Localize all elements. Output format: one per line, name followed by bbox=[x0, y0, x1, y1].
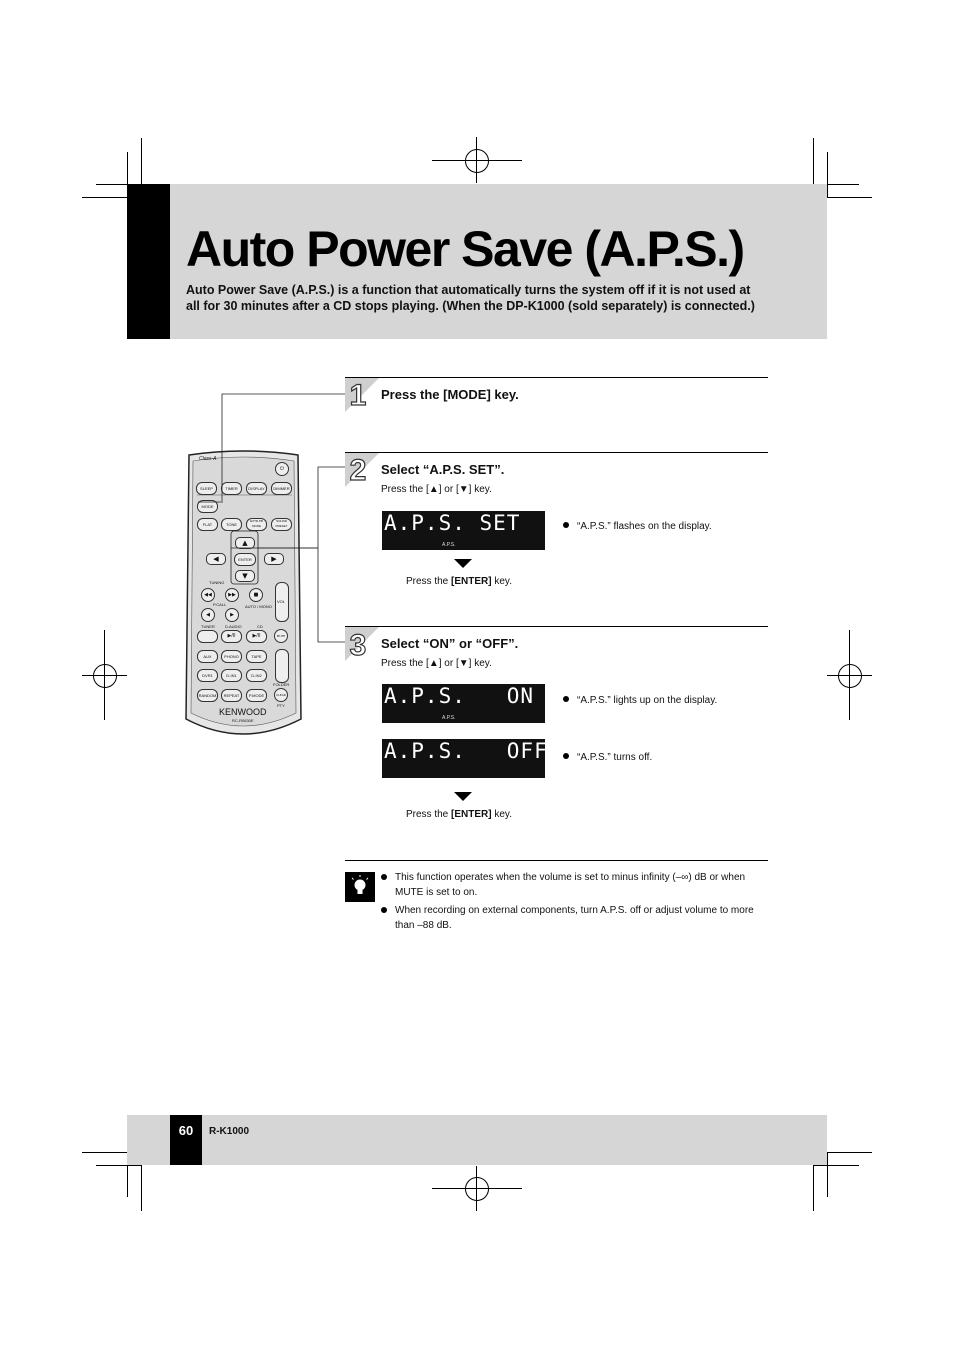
lcd-sub-text: A.P.S. bbox=[442, 542, 456, 548]
auto-mono-label: AUTO / MONO bbox=[245, 604, 272, 609]
enter-prefix: Press the bbox=[406, 809, 452, 820]
timer-button[interactable]: TIMER bbox=[221, 482, 242, 495]
press-instruction bbox=[381, 484, 492, 495]
step-divider bbox=[345, 377, 768, 378]
press-prefix: Press the [ bbox=[381, 484, 429, 495]
step-divider bbox=[345, 452, 768, 453]
step-number: 2 bbox=[349, 454, 367, 487]
enter-suffix: key. bbox=[491, 576, 512, 587]
enter-instruction bbox=[406, 809, 512, 820]
press-mid: ] or [ bbox=[438, 484, 459, 495]
mute-button[interactable]: MUTE bbox=[274, 629, 288, 643]
left-arrow-icon[interactable]: ◀ bbox=[206, 553, 226, 565]
din1-button[interactable]: D-IN1 bbox=[221, 669, 242, 682]
step-number: 1 bbox=[349, 379, 367, 412]
bullet-icon bbox=[381, 907, 387, 913]
step-number: 3 bbox=[349, 629, 367, 662]
lcd-display bbox=[382, 684, 545, 723]
enter-key: [ENTER] bbox=[451, 809, 492, 820]
power-icon[interactable]: ⏻ bbox=[275, 462, 289, 476]
enter-suffix: key. bbox=[491, 809, 512, 820]
page-number: 60 bbox=[178, 1123, 194, 1138]
down-triangle-icon bbox=[454, 792, 472, 801]
daudio-label: D.AUDIO bbox=[225, 624, 242, 629]
tuning-label: TUNING bbox=[209, 580, 225, 585]
rewind-icon[interactable]: ◀◀ bbox=[201, 588, 215, 602]
sleep-button[interactable]: SLEEP bbox=[196, 482, 217, 495]
display-note bbox=[563, 695, 717, 706]
pcall-label: P.CALL bbox=[213, 602, 227, 607]
lightbulb-icon bbox=[345, 872, 375, 902]
down-key-icon: ▼ bbox=[458, 658, 469, 669]
remote-model: RC-R0830E bbox=[232, 718, 254, 723]
press-suffix: ] key. bbox=[468, 658, 492, 669]
display-note-text: “A.P.S.” lights up on the display. bbox=[577, 695, 718, 706]
note-text: When recording on external components, turn A.P.S. off or adjust volume to more than –88 dB. bbox=[395, 905, 754, 931]
lcd-main-text: A.P.S. OFF bbox=[384, 739, 548, 763]
down-triangle-icon bbox=[454, 559, 472, 568]
lcd-main-text: A.P.S. ON bbox=[384, 684, 535, 708]
repeat-button[interactable]: REPEAT bbox=[221, 689, 242, 702]
notes-divider bbox=[345, 860, 768, 861]
display-note-text: “A.P.S.” flashes on the display. bbox=[577, 521, 712, 532]
remote-brand: KENWOOD bbox=[219, 707, 267, 717]
bullet-icon bbox=[381, 874, 387, 880]
pmode-button[interactable]: P.MODE bbox=[246, 689, 267, 702]
press-instruction bbox=[381, 658, 492, 669]
up-arrow-icon[interactable]: ▲ bbox=[235, 537, 255, 549]
up-key-icon: ▲ bbox=[428, 484, 439, 495]
dimmer-button[interactable]: DIMMER bbox=[271, 482, 292, 495]
stop-icon[interactable]: ■ bbox=[249, 588, 263, 602]
remote-top-label: Class-A bbox=[199, 456, 217, 462]
din2-button[interactable]: D-IN2 bbox=[246, 669, 267, 682]
note-item bbox=[381, 870, 769, 900]
enter-key: [ENTER] bbox=[451, 576, 492, 587]
lcd-sub-text: A.P.S. bbox=[442, 715, 456, 721]
up-key-icon: ▲ bbox=[428, 658, 439, 669]
press-mid: ] or [ bbox=[438, 658, 459, 669]
lcd-display bbox=[382, 511, 545, 550]
bullet-icon bbox=[563, 753, 569, 759]
cd-play-button[interactable]: ▶/II bbox=[246, 630, 267, 643]
clear-button[interactable]: CLEAR bbox=[274, 688, 288, 702]
down-key-icon: ▼ bbox=[458, 484, 469, 495]
daudio-play-button[interactable]: ▶/II bbox=[221, 630, 242, 643]
random-button[interactable]: RANDOM bbox=[197, 689, 218, 702]
lcd-main-text: A.P.S. SET bbox=[384, 511, 521, 535]
display-button[interactable]: DISPLAY bbox=[246, 482, 267, 495]
pcall-down-icon[interactable]: ◀ bbox=[201, 608, 215, 622]
pcall-up-icon[interactable]: ▶ bbox=[225, 608, 239, 622]
aux-button[interactable]: AUX bbox=[197, 650, 218, 663]
fast-forward-icon[interactable]: ▶▶ bbox=[225, 588, 239, 602]
display-note bbox=[563, 521, 712, 532]
bullet-icon bbox=[563, 696, 569, 702]
model-name: R-K1000 bbox=[209, 1126, 250, 1137]
display-note bbox=[563, 752, 652, 763]
cd-label: CD bbox=[257, 624, 263, 629]
press-prefix: Press the [ bbox=[381, 658, 429, 669]
note-text: This function operates when the volume is set to minus infinity (–∞) dB or when MUTE is set to on. bbox=[395, 872, 746, 898]
step-divider bbox=[345, 626, 768, 627]
step-title: Select “A.P.S. SET”. bbox=[381, 462, 505, 477]
step-title: Select “ON” or “OFF”. bbox=[381, 636, 519, 651]
flat-button[interactable]: FLAT bbox=[197, 518, 218, 531]
note-item bbox=[381, 903, 769, 933]
display-note-text: “A.P.S.” turns off. bbox=[577, 752, 653, 763]
enter-button[interactable]: ENTER bbox=[234, 553, 256, 566]
press-suffix: ] key. bbox=[468, 484, 492, 495]
bullet-icon bbox=[563, 522, 569, 528]
step-title: Press the [MODE] key. bbox=[381, 387, 519, 402]
phono-button[interactable]: PHONO bbox=[221, 650, 242, 663]
vol-label: VOL bbox=[277, 599, 286, 604]
down-arrow-icon[interactable]: ▼ bbox=[235, 570, 255, 582]
page-title: Auto Power Save (A.P.S.) bbox=[186, 221, 744, 277]
dvr1-button[interactable]: DVR1 bbox=[197, 669, 218, 682]
tuner-label: TUNER bbox=[201, 624, 215, 629]
right-arrow-icon[interactable]: ▶ bbox=[264, 553, 284, 565]
tone-button[interactable]: TONE bbox=[221, 518, 242, 531]
footer-band bbox=[127, 1115, 827, 1165]
folder-label: FOLDER bbox=[273, 682, 290, 687]
enter-instruction bbox=[406, 576, 512, 587]
pty-label: PTY bbox=[277, 703, 285, 708]
lcd-display bbox=[382, 739, 548, 778]
tape-button[interactable]: TAPE bbox=[246, 650, 267, 663]
extr-pb-mode-button[interactable]: EXTR.PB MODE bbox=[246, 518, 267, 531]
enter-prefix: Press the bbox=[406, 576, 452, 587]
intro-text: Auto Power Save (A.P.S.) is a function that automatically turns the system off if it is not used at all for 30 minutes after a CD stops playing. (When the DP-K1000 (sold separately) is connected.) bbox=[186, 283, 755, 313]
mode-button[interactable]: MODE bbox=[197, 500, 218, 513]
sound-preset-button[interactable]: SOUND PRESET bbox=[271, 518, 292, 531]
